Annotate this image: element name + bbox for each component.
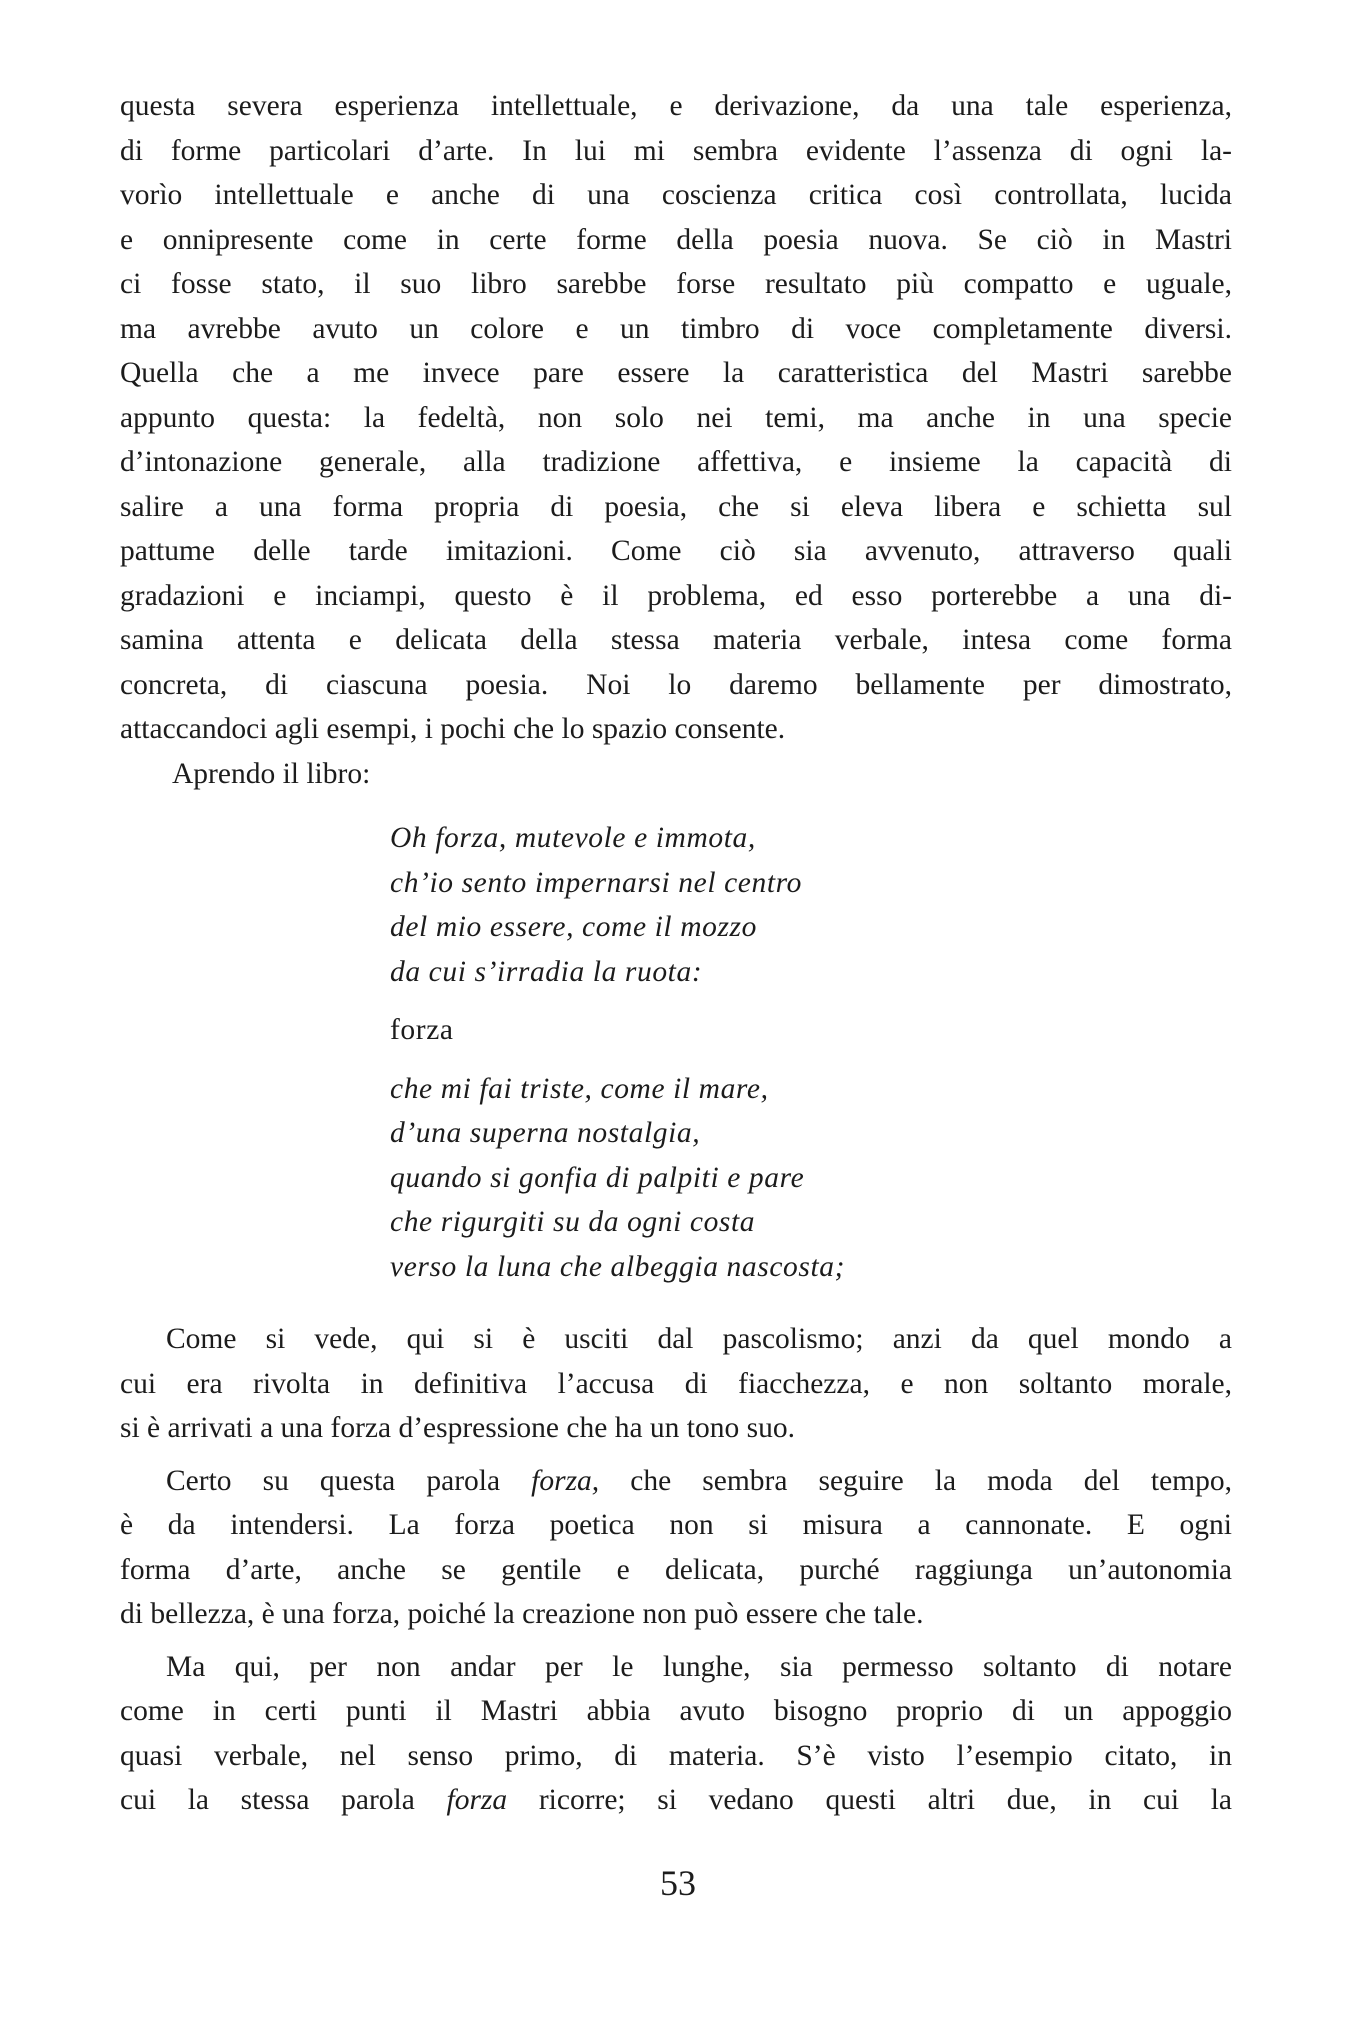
paragraph-4: [120, 1645, 1232, 1823]
text-line: si è arrivati a una forza d’espressione che ha un tono suo.: [120, 1412, 795, 1444]
text-line: appunto questa: la fedeltà, non solo nei temi, ma anche in una specie: [120, 401, 1232, 434]
text-line: ci fosse stato, il suo libro sarebbe forse resultato più compatto e uguale,: [120, 268, 1232, 300]
text-line: come in certi punti il Mastri abbia avuto bisogno proprio di un appoggio: [120, 1695, 1232, 1727]
poem-verse: d’una superna nostalgia,: [390, 1117, 701, 1149]
text-line: salire a una forma propria di poesia, che si eleva libera e schietta sul: [120, 490, 1232, 523]
text-line: questa severa esperienza intellettuale, e derivazione, da una tale esperienza,: [120, 90, 1232, 122]
poem-verse: che rigurgiti su da ogni costa: [390, 1206, 756, 1238]
paragraph-1: [120, 84, 1232, 752]
poem-verse: che mi fai triste, come il mare,: [390, 1072, 769, 1105]
text-line: samina attenta e delicata della stessa materia verbale, intesa come forma: [120, 624, 1232, 656]
poem-lead-in: Aprendo il libro:: [172, 757, 371, 790]
page-body: [120, 84, 1232, 1823]
text-line: di forme particolari d’arte. In lui mi sembra evidente l’assenza di ogni la-: [120, 134, 1232, 167]
text-line: di bellezza, è una forza, poiché la creazione non può essere che tale.: [120, 1598, 924, 1630]
emphasis-word: forza,: [531, 1464, 600, 1497]
text-line: e onnipresente come in certe forme della poesia nuova. Se ciò in Mastri: [120, 223, 1232, 256]
paragraph-3: [120, 1459, 1232, 1637]
text-line: d’intonazione generale, alla tradizione affettiva, e insieme la capacità di: [120, 446, 1232, 478]
text-line: concreta, di ciascuna poesia. Noi lo daremo bellamente per dimostrato,: [120, 668, 1232, 701]
text-line: forma d’arte, anche se gentile e delicata, purché raggiunga un’autonomia: [120, 1553, 1232, 1586]
poem-stanza-2: [390, 1008, 1232, 1053]
text-line: Quella che a me invece pare essere la caratteristica del Mastri sarebbe: [120, 357, 1232, 389]
text-line: è da intendersi. La forza poetica non si misura a cannonate. E ogni: [120, 1509, 1232, 1541]
poem-quotation: [390, 816, 1232, 1289]
text-segment: cui la stessa parola: [120, 1784, 447, 1816]
text-line: ma avrebbe avuto un colore e un timbro di voce completamente diversi.: [120, 312, 1232, 345]
text-segment: Certo su questa parola: [166, 1464, 532, 1497]
text-line: Come si vede, qui si è usciti dal pascolismo; anzi da quel mondo a: [166, 1323, 1232, 1355]
poem-verse: verso la luna che albeggia nascosta;: [390, 1250, 846, 1283]
page-number: 53: [660, 1863, 696, 1903]
text-segment: che sembra seguire la moda del tempo,: [599, 1464, 1232, 1497]
paragraph-2: [120, 1317, 1232, 1451]
text-line: attaccandoci agli esempi, i pochi che lo spazio consente.: [120, 713, 786, 745]
poem-stanza-3: [390, 1067, 1232, 1290]
text-line: gradazioni e inciampi, questo è il problema, ed esso porterebbe a una di-: [120, 579, 1232, 612]
poem-stanza-1: [390, 816, 1232, 994]
text-line: [120, 1778, 1232, 1823]
text-line: quasi verbale, nel senso primo, di materia. S’è visto l’esempio citato, in: [120, 1739, 1232, 1772]
poem-verse: quando si gonfia di palpiti e pare: [390, 1161, 805, 1194]
poem-verse: del mio essere, come il mozzo: [390, 911, 757, 943]
text-line: Ma qui, per non andar per le lunghe, sia permesso soltanto di notare: [166, 1650, 1232, 1683]
poem-verse: ch’io sento impernarsi nel centro: [390, 866, 802, 899]
poem-verse: Oh forza, mutevole e immota,: [390, 822, 756, 854]
poem-verse: forza: [390, 1014, 454, 1046]
text-line: [120, 1459, 1232, 1504]
text-line: vorìo intellettuale e anche di una coscienza critica così controllata, lucida: [120, 179, 1232, 211]
text-line: cui era rivolta in definitiva l’accusa di fiacchezza, e non soltanto morale,: [120, 1367, 1232, 1400]
text-line: pattume delle tarde imitazioni. Come ciò sia avvenuto, attraverso quali: [120, 535, 1232, 567]
poem-verse: da cui s’irradia la ruota:: [390, 955, 703, 988]
emphasis-word: forza: [446, 1784, 508, 1816]
text-segment: ricorre; si vedano questi altri due, in cui la: [507, 1784, 1232, 1816]
